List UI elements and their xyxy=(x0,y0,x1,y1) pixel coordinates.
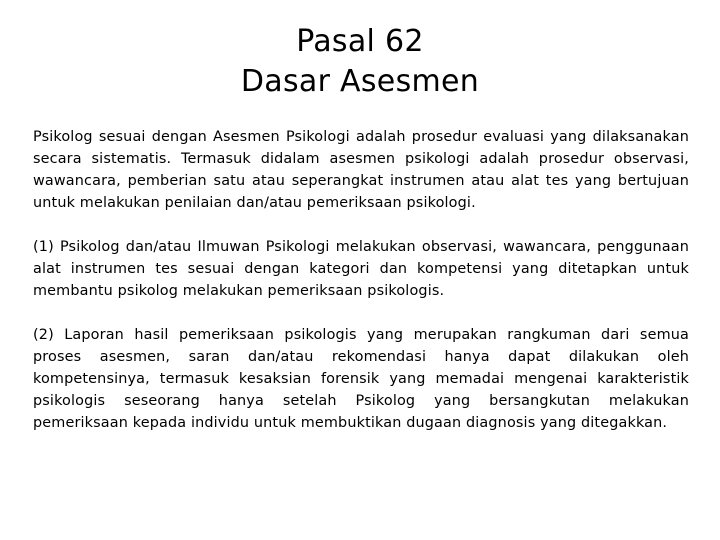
page-title xyxy=(0,22,720,102)
paragraph-point-2: (2) Laporan hasil pemeriksaan psikologis yang merupakan rangkuman dari semua proses asesmen, saran dan/atau rekomendasi hanya dapat dilakukan oleh kompetensinya, termasuk kesaksian forensik yang memadai mengenai karakteristik psikologis seseorang hanya setelah Psikolog yang bersangkutan melakukan pemeriksaan kepada individu untuk membuktikan dugaan diagnosis yang ditegakkan. xyxy=(33,327,689,431)
paragraph-intro: Psikolog sesuai dengan Asesmen Psikologi adalah prosedur evaluasi yang dilaksanakan secara sistematis. Termasuk didalam asesmen psikologi adalah prosedur observasi, wawancara, pemberian satu atau seperangkat instrumen atau alat tes yang bertujuan untuk melakukan penilaian dan/atau pemeriksaan psikologi. xyxy=(33,129,689,211)
body-text xyxy=(33,126,689,434)
title-line-heading: Dasar Asesmen xyxy=(240,64,480,99)
paragraph-point-1: (1) Psikolog dan/atau Ilmuwan Psikologi melakukan observasi, wawancara, penggunaan alat instrumen tes sesuai dengan kategori dan kompetensi yang ditetapkan untuk membantu psikolog melakukan pemeriksaan psikologis. xyxy=(33,239,689,299)
title-line-article: Pasal 62 xyxy=(296,24,424,59)
